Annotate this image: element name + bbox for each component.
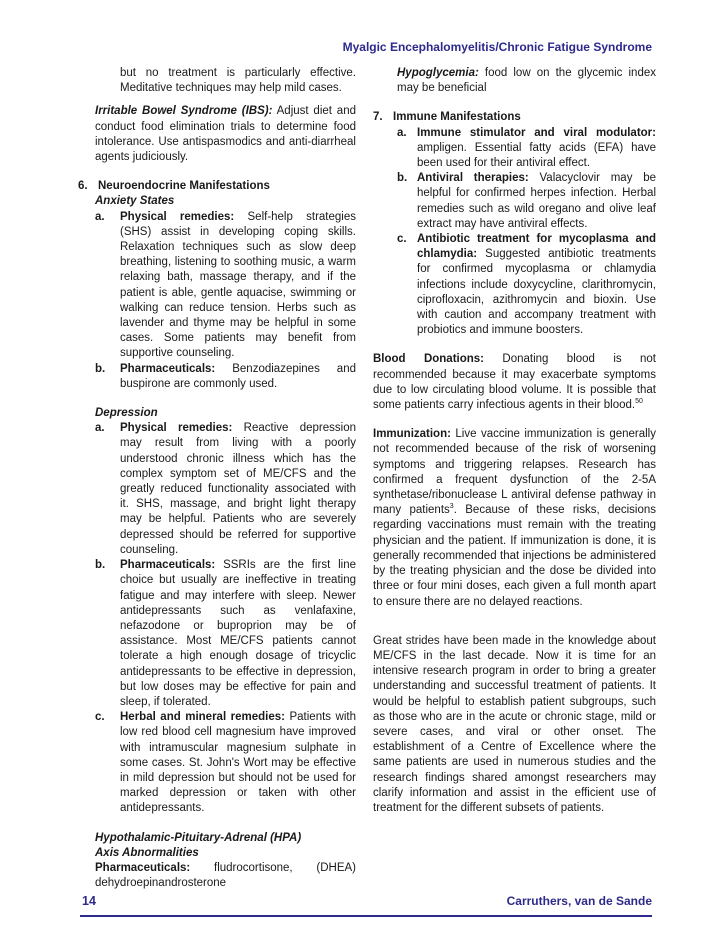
anxiety-b-marker: b. (95, 362, 106, 375)
page-number: 14 (82, 894, 96, 908)
immune-item-a (373, 126, 656, 172)
section-7-number: 7. (373, 111, 383, 124)
anxiety-a-text: Self-help strategies (SHS) assist in developing coping skills. Relaxation techniques such as slow deep breathing, listening to soothing music, a warm relaxing bath, massage therapy, and if the patient is able, gentle aquacise, swimming or walking can reduce tension. Herbs such as lavender and thyme may be helpful in some cases. Some patients may benefit from supportive counseling. (120, 210, 356, 360)
ibs-paragraph (78, 104, 356, 165)
depression-c-marker: c. (95, 711, 105, 724)
anxiety-item-b (78, 362, 356, 392)
depression-b-text: SSRIs are the first line choice but usually are ineffective in treating fatigue and may interfere with sleep. Newer antidepressants such as venlafaxine, nefazodone or buproprion may be of assistance. Most ME/CFS patients cannot tolerate a high enough dosage of tricyclic antidepressants to be effective in depression, but low doses may be effective for pain and sleep, if tolerated. (120, 559, 356, 708)
blood-donations-text: Donating blood is not recommended because it may exacerbate symptoms due to low circulating blood volume. It is possible that some patients carry infectious agents in their blood. (373, 353, 656, 412)
immune-b-label: Antiviral therapies: (417, 172, 529, 185)
section-7-heading (373, 110, 656, 125)
running-header: Myalgic Encephalomyelitis/Chronic Fatigue Syndrome (342, 40, 652, 54)
depression-a-marker: a. (95, 422, 105, 435)
immune-a-marker: a. (397, 126, 407, 139)
immune-b-text: Valacyclovir may be helpful for confirmed herpes infection. Herbal remedies such as wild oregano and olive leaf extract may have antiviral effects. (417, 172, 656, 230)
right-column (373, 66, 656, 816)
depression-item-b (78, 558, 356, 710)
footer-rule (80, 915, 652, 917)
immune-b-marker: b. (397, 172, 408, 185)
immunization-text-1: Live vaccine immunization is generally not recommended because of the risk of worsening symptoms and triggering relapses. Research has confirmed a frequent dysfunction of the 2-5A synthetase/ribonuclease L antiviral defense pathway in many patients (373, 428, 656, 517)
section-6-title: Neuroendocrine Manifestations (98, 180, 270, 193)
hpa-heading-line1: Hypothalamic-Pituitary-Adrenal (HPA) (95, 831, 302, 844)
depression-a-label: Physical remedies: (120, 422, 233, 435)
hypoglycemia-label: Hypoglycemia: (397, 67, 479, 79)
hypoglycemia-paragraph (373, 66, 656, 96)
depression-heading: Depression (95, 407, 158, 420)
footer-authors: Carruthers, van de Sande (506, 894, 652, 908)
depression-item-c (78, 710, 356, 816)
blood-ref: 50 (635, 398, 643, 406)
ibs-label: Irritable Bowel Syndrome (IBS): (95, 105, 273, 118)
depression-b-marker: b. (95, 559, 106, 572)
immune-c-marker: c. (397, 233, 407, 246)
immune-item-c (373, 232, 656, 338)
depression-item-a (78, 421, 356, 558)
ibs-text: Adjust diet and conduct food elimination trials to determine food intolerance. Use antispasmodics and anti-diarrheal agents judiciously. (95, 105, 356, 164)
anxiety-item-a (78, 210, 356, 362)
blood-donations-label: Blood Donations: (373, 353, 485, 366)
immunization-ref: 3 (449, 503, 454, 511)
depression-a-text: Reactive depression may result from living with a poorly understood chronic illness which has the complex symptom set of ME/CFS and the greatly reduced functionality associated with it. SHS, massage, and bright light therapy may be helpful. Patients who are severely depressed should be referred for supportive counseling. (120, 422, 356, 556)
immune-item-b (373, 171, 656, 232)
immune-c-label: Antibiotic treatment for mycoplasma and chlamydia: (417, 233, 656, 261)
continued-paragraph: but no treatment is particularly effective. Meditative techniques may help mild cases. (120, 67, 356, 95)
depression-c-label: Herbal and mineral remedies: (120, 711, 285, 724)
closing-paragraph: Great strides have been made in the knowledge about ME/CFS in the last decade. Now it is time for an intensive research program in order to bring a greater understanding and successful treatment of patients. It would be helpful to establish patient subgroups, such as those who are in the acute or chronic stage, mild or severe cases, and viral or other onset. The establishment of a Centre of Excellence where the same patients are used in numerous studies and the research findings shared amongst researchers may clarify information and assist in the efficient use of treatment for the different subsets of patients. (373, 634, 656, 814)
anxiety-b-label: Pharmaceuticals: (120, 362, 216, 375)
hpa-label: Pharmaceuticals: (95, 861, 191, 874)
immunization-paragraph (373, 427, 656, 609)
anxiety-a-marker: a. (95, 210, 105, 223)
depression-c-text: Patients with low red blood cell magnesium have improved with intramuscular magnesium sulphate in some cases. St. John's Wort may be effective in mild depression but should not be used for marked depression or taken with other antidepressants. (120, 711, 356, 815)
hpa-paragraph (78, 861, 356, 891)
anxiety-a-label: Physical remedies: (120, 210, 235, 223)
hypoglycemia-text: food low on the glycemic index may be beneficial (397, 67, 656, 95)
anxiety-heading: Anxiety States (95, 195, 175, 208)
section-7-title: Immune Manifestations (393, 111, 521, 124)
hpa-heading-line2: Axis Abnormalities (95, 846, 199, 859)
immune-a-text: ampligen. Essential fatty acids (EFA) have been used for their antiviral effect. (417, 141, 656, 170)
left-column (78, 66, 356, 891)
hpa-text: fludrocortisone, (DHEA) dehydroepinandrosterone (95, 861, 356, 890)
immunization-text-2: . Because of these risks, decisions regarding vaccinations must remain with the treating physician and the patient. If immunization is done, it is generally recommended that injections be administered by the treating physician and the dose be divided into three or four mini doses, each given a full month apart to ensure there are no delayed reactions. (373, 504, 656, 608)
blood-donations-paragraph (373, 352, 656, 413)
immune-a-label: Immune stimulator and viral modulator: (417, 126, 656, 139)
section-6-heading (78, 179, 356, 194)
section-6-number: 6. (78, 180, 88, 193)
depression-b-label: Pharmaceuticals: (120, 559, 216, 572)
anxiety-b-text: Benzodiazepines and buspirone are commonly used. (120, 362, 356, 390)
immunization-label: Immunization: (373, 428, 451, 441)
immune-c-text: Suggested antibiotic treatments for confirmed mycoplasma or chlamydia infections include doxycycline, clarithromycin, ciprofloxacin, azithromycin and bioxin. Use with caution and accompany treatment with probiotics and immune boosters. (417, 248, 656, 337)
